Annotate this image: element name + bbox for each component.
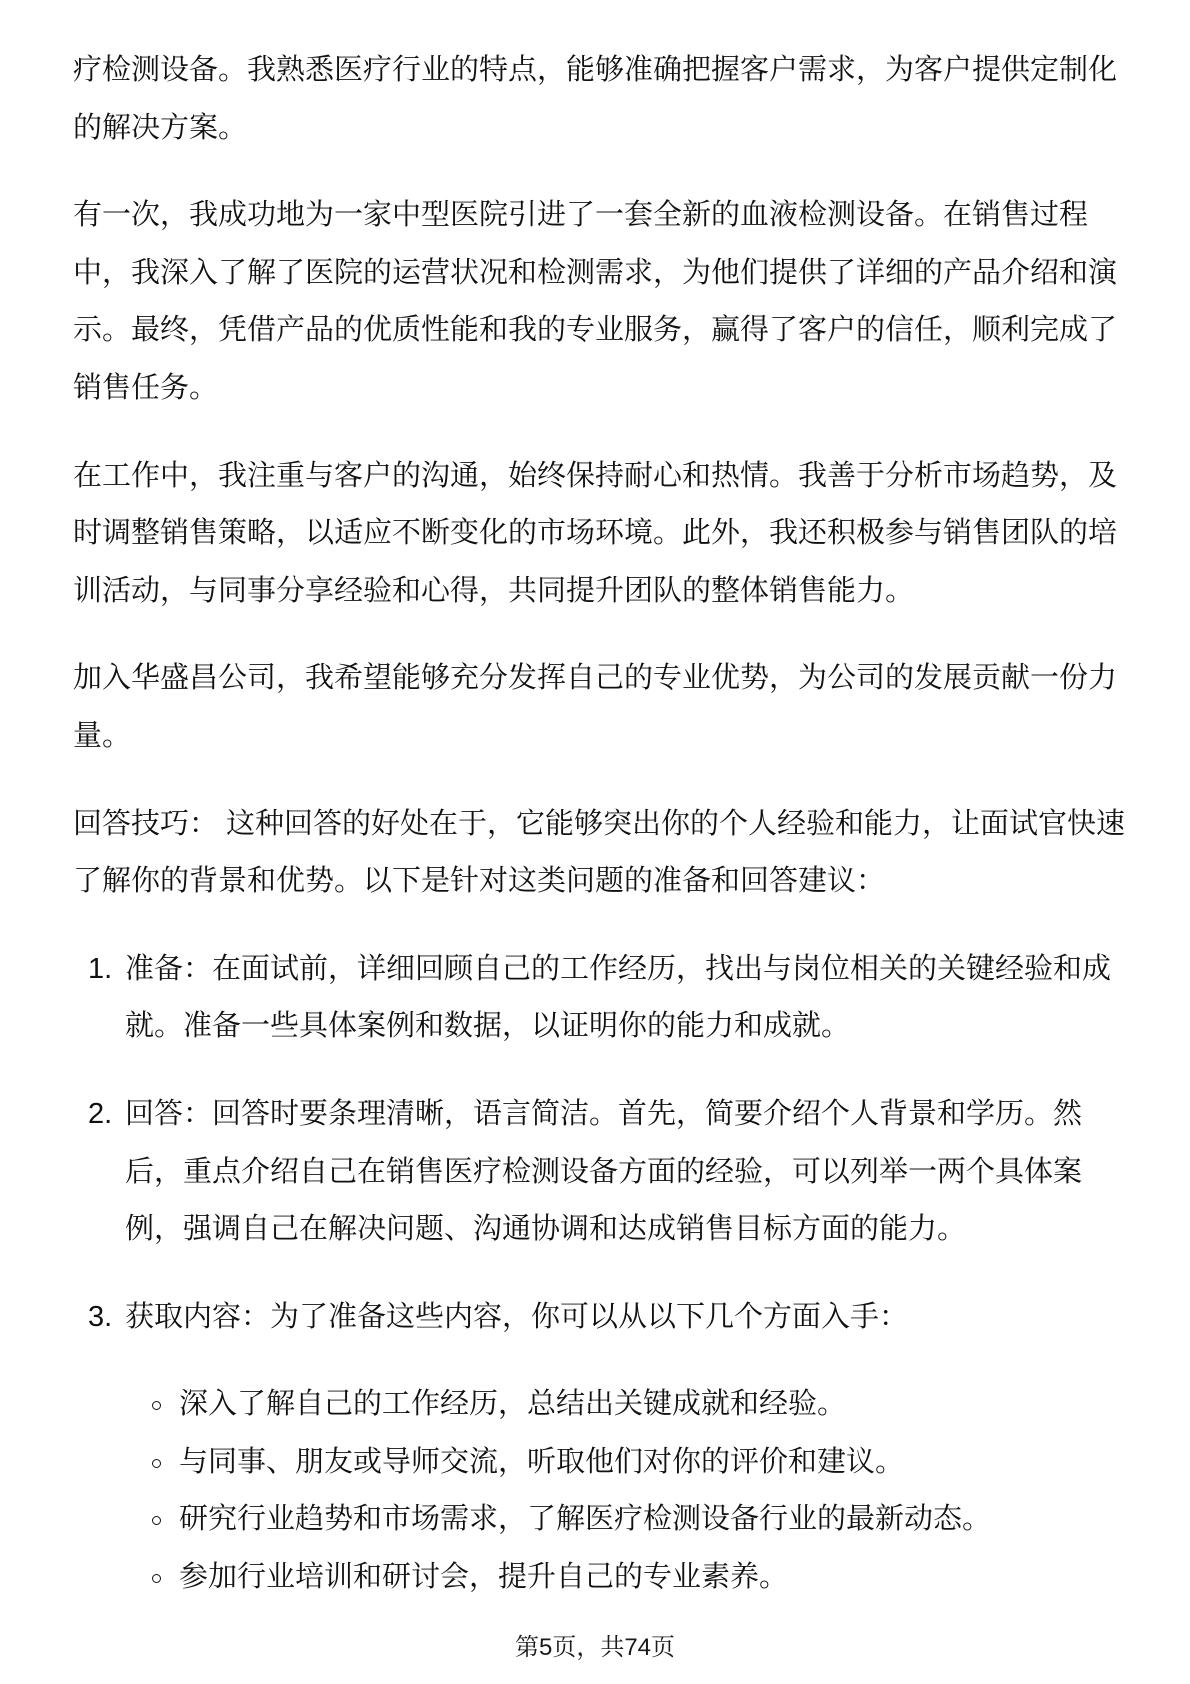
tip-number: 2. bbox=[88, 1097, 113, 1130]
body-paragraph: 在工作中，我注重与客户的沟通，始终保持耐心和热情。我善于分析市场趋势，及时调整销售策略，以适应不断变化的市场环境。此外，我还积极参与销售团队的培训活动，与同事分享经验和心得，共同提升团队的整体销售能力。 bbox=[73, 459, 1118, 607]
page-content bbox=[73, 42, 1133, 1607]
tip-number: 1. bbox=[88, 952, 113, 985]
sub-list-item bbox=[125, 1491, 1133, 1549]
tip-item bbox=[73, 941, 1133, 1056]
sub-list-item bbox=[125, 1434, 1133, 1492]
body-paragraph: 疗检测设备。我熟悉医疗行业的特点，能够准确把握客户需求，为客户提供定制化的解决方案。 bbox=[73, 54, 1118, 144]
sub-item-text: 深入了解自己的工作经历，总结出关键成就和经验。 bbox=[179, 1388, 847, 1421]
sub-list-item bbox=[125, 1549, 1133, 1607]
sub-item-text: 与同事、朋友或导师交流，听取他们对你的评价和建议。 bbox=[179, 1445, 905, 1478]
bullet-icon bbox=[152, 1459, 161, 1468]
bullet-icon bbox=[152, 1574, 161, 1583]
tip-text: 回答：回答时要条理清晰，语言简洁。首先，简要介绍个人背景和学历。然后，重点介绍自己在销售医疗检测设备方面的经验，可以列举一两个具体案例，强调自己在解决问题、沟通协调和达成销售目标方面的能力。 bbox=[125, 1097, 1083, 1246]
bullet-icon bbox=[152, 1401, 161, 1410]
tip-text: 获取内容：为了准备这些内容，你可以从以下几个方面入手： bbox=[125, 1300, 909, 1333]
tips-list bbox=[73, 941, 1133, 1607]
tip-item bbox=[73, 1289, 1133, 1607]
tip-number: 3. bbox=[88, 1300, 113, 1333]
page-footer bbox=[0, 1636, 1190, 1660]
tip-item bbox=[73, 1086, 1133, 1259]
sub-item-text: 参加行业培训和研讨会，提升自己的专业素养。 bbox=[179, 1561, 789, 1594]
sub-list-item bbox=[125, 1376, 1133, 1434]
sub-list bbox=[125, 1376, 1133, 1606]
bullet-icon bbox=[152, 1516, 161, 1525]
page-number-label: 第5页，共74页 bbox=[514, 1634, 676, 1661]
body-paragraph: 加入华盛昌公司，我希望能够充分发挥自己的专业优势，为公司的发展贡献一份力量。 bbox=[73, 662, 1118, 752]
sub-item-text: 研究行业趋势和市场需求，了解医疗检测设备行业的最新动态。 bbox=[179, 1503, 992, 1536]
body-paragraph: 有一次，我成功地为一家中型医院引进了一套全新的血液检测设备。在销售过程中，我深入了解了医院的运营状况和检测需求，为他们提供了详细的产品介绍和演示。最终，凭借产品的优质性能和我的专业服务，赢得了客户的信任，顺利完成了销售任务。 bbox=[73, 199, 1118, 404]
tips-intro: 回答技巧： 这种回答的好处在于，它能够突出你的个人经验和能力，让面试官快速了解你的背景和优势。以下是针对这类问题的准备和回答建议： bbox=[73, 807, 1126, 898]
tip-text: 准备：在面试前，详细回顾自己的工作经历，找出与岗位相关的关键经验和成就。准备一些具体案例和数据，以证明你的能力和成就。 bbox=[125, 952, 1112, 1043]
